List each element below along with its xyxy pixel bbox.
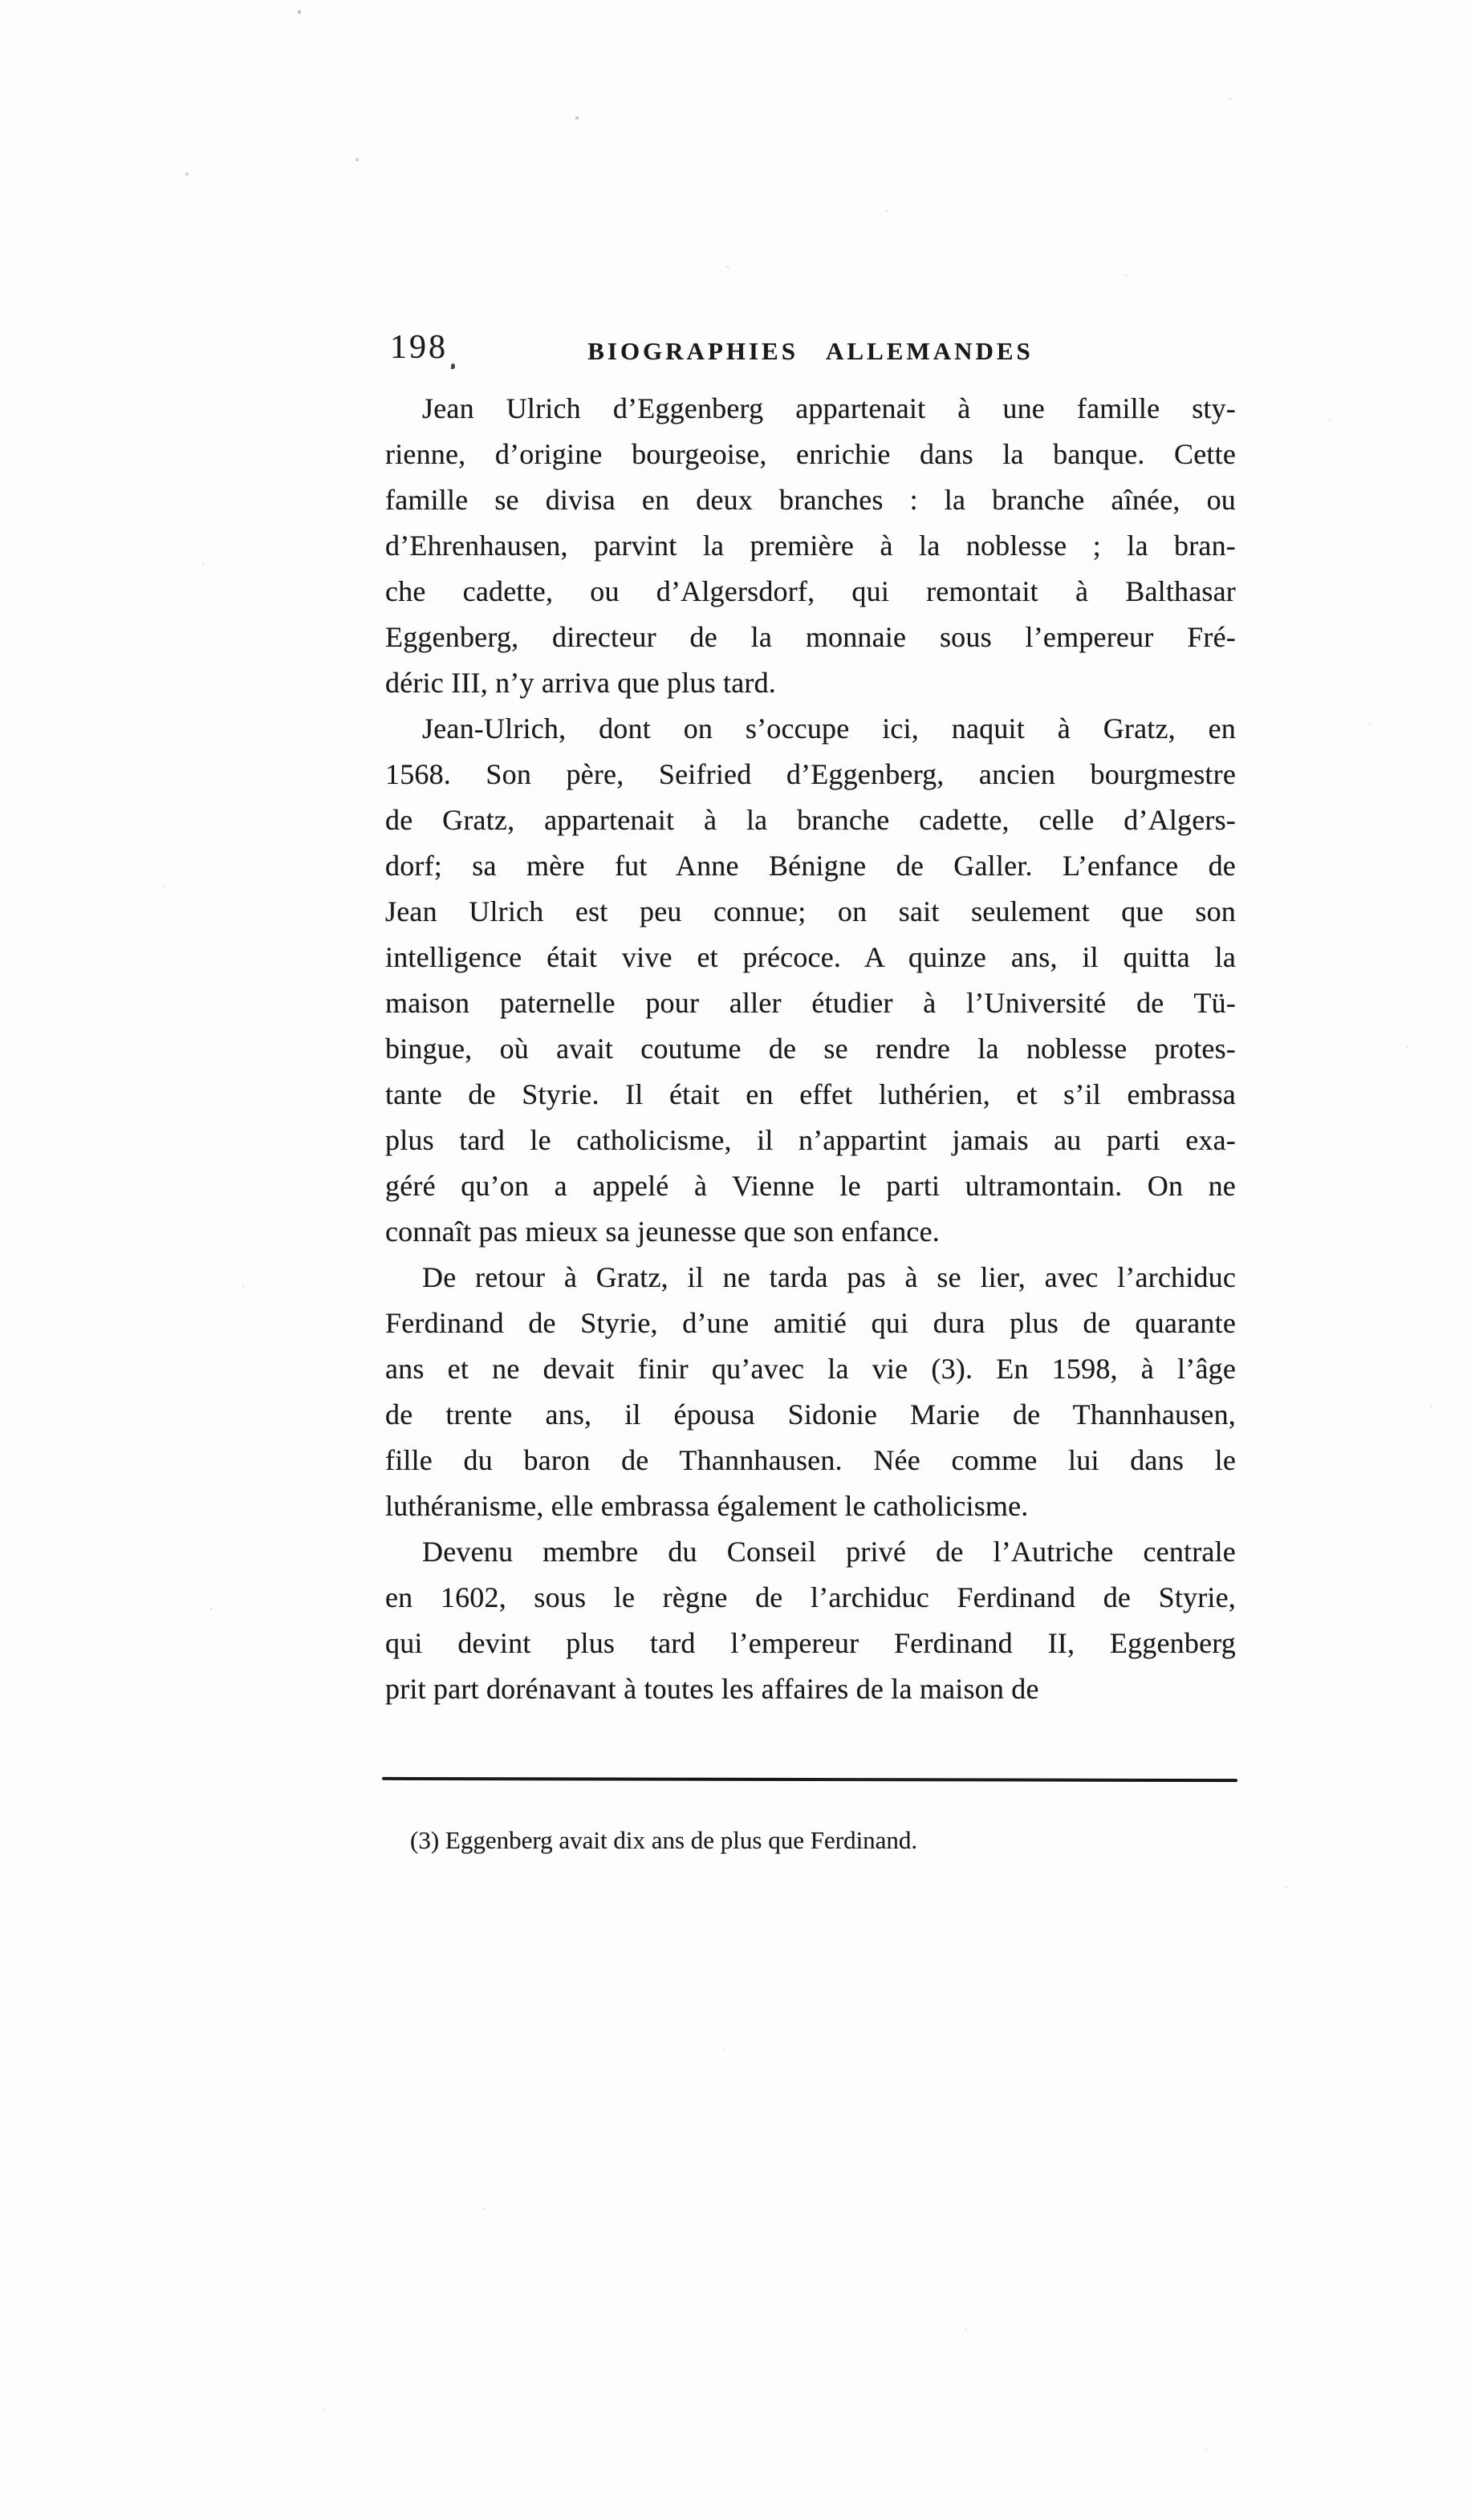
page-number: 198 <box>390 329 448 366</box>
text-line: géré qu’on a appelé à Vienne le parti ultramontain. On ne <box>385 1170 1236 1202</box>
text-line: de trente ans, il épousa Sidonie Marie de Thannhausen, <box>385 1398 1236 1430</box>
text-line: che cadette, ou d’Algersdorf, qui remontait à Balthasar <box>385 575 1236 607</box>
text-line: d’Ehrenhausen, parvint la première à la noblesse ; la bran- <box>385 530 1236 562</box>
text-line: Eggenberg, directeur de la monnaie sous l’empereur Fré- <box>385 621 1236 653</box>
scan-noise <box>0 0 2 2</box>
text-line: Jean-Ulrich, dont on s’occupe ici, naquit à Gratz, en <box>422 712 1236 745</box>
text-line: prit part dorénavant à toutes les affaires de la maison de <box>385 1673 1039 1705</box>
text-line: Ferdinand de Styrie, d’une amitié qui dura plus de quarante <box>385 1307 1236 1339</box>
text-line: bingue, où avait coutume de se rendre la noblesse protes- <box>385 1033 1236 1065</box>
text-line: Jean Ulrich d’Eggenberg appartenait à une famille sty- <box>422 392 1236 424</box>
text-line: fille du baron de Thannhausen. Née comme lui dans le <box>385 1444 1236 1476</box>
text-line: intelligence était vive et précoce. A quinze ans, il quitta la <box>385 941 1236 973</box>
text-line: plus tard le catholicisme, il n’appartint jamais au parti exa- <box>385 1124 1236 1156</box>
text-line: déric III, n’y arriva que plus tard. <box>385 667 776 699</box>
body-text <box>385 386 1236 1712</box>
paragraph <box>385 706 1236 1255</box>
footnote: (3) Eggenberg avait dix ans de plus que Ferdinand. <box>410 1826 918 1854</box>
text-line: dorf; sa mère fut Anne Bénigne de Galler. L’enfance de <box>385 850 1236 882</box>
text-line: famille se divisa en deux branches : la branche aînée, ou <box>385 484 1236 516</box>
text-line: Jean Ulrich est peu connue; on sait seulement que son <box>385 895 1236 927</box>
text-line: connaît pas mieux sa jeunesse que son enfance. <box>385 1215 940 1248</box>
text-line: de Gratz, appartenait à la branche cadette, celle d’Algers- <box>385 804 1236 836</box>
text-line: 1568. Son père, Seifried d’Eggenberg, ancien bourgmestre <box>385 758 1236 790</box>
text-line: tante de Styrie. Il était en effet luthérien, et s’il embrassa <box>385 1078 1236 1110</box>
paragraph <box>385 1529 1236 1712</box>
paragraph <box>385 1255 1236 1529</box>
text-line: ans et ne devait finir qu’avec la vie (3). En 1598, à l’âge <box>385 1353 1236 1385</box>
footnote-rule <box>382 1777 1237 1782</box>
text-line: luthéranisme, elle embrassa également le catholicisme. <box>385 1490 1029 1522</box>
running-title: BIOGRAPHIES ALLEMANDES <box>587 337 1034 365</box>
paragraph <box>385 386 1236 706</box>
text-line: maison paternelle pour aller étudier à l’Université de Tü- <box>385 987 1236 1019</box>
text-line: rienne, d’origine bourgeoise, enrichie dans la banque. Cette <box>385 438 1236 470</box>
page-header <box>385 325 1236 370</box>
text-line: en 1602, sous le règne de l’archiduc Ferdinand de Styrie, <box>385 1581 1236 1613</box>
text-line: De retour à Gratz, il ne tarda pas à se lier, avec l’archiduc <box>422 1261 1236 1293</box>
text-line: Devenu membre du Conseil privé de l’Autriche centrale <box>422 1536 1236 1568</box>
text-line: qui devint plus tard l’empereur Ferdinand II, Eggenberg <box>385 1627 1236 1659</box>
